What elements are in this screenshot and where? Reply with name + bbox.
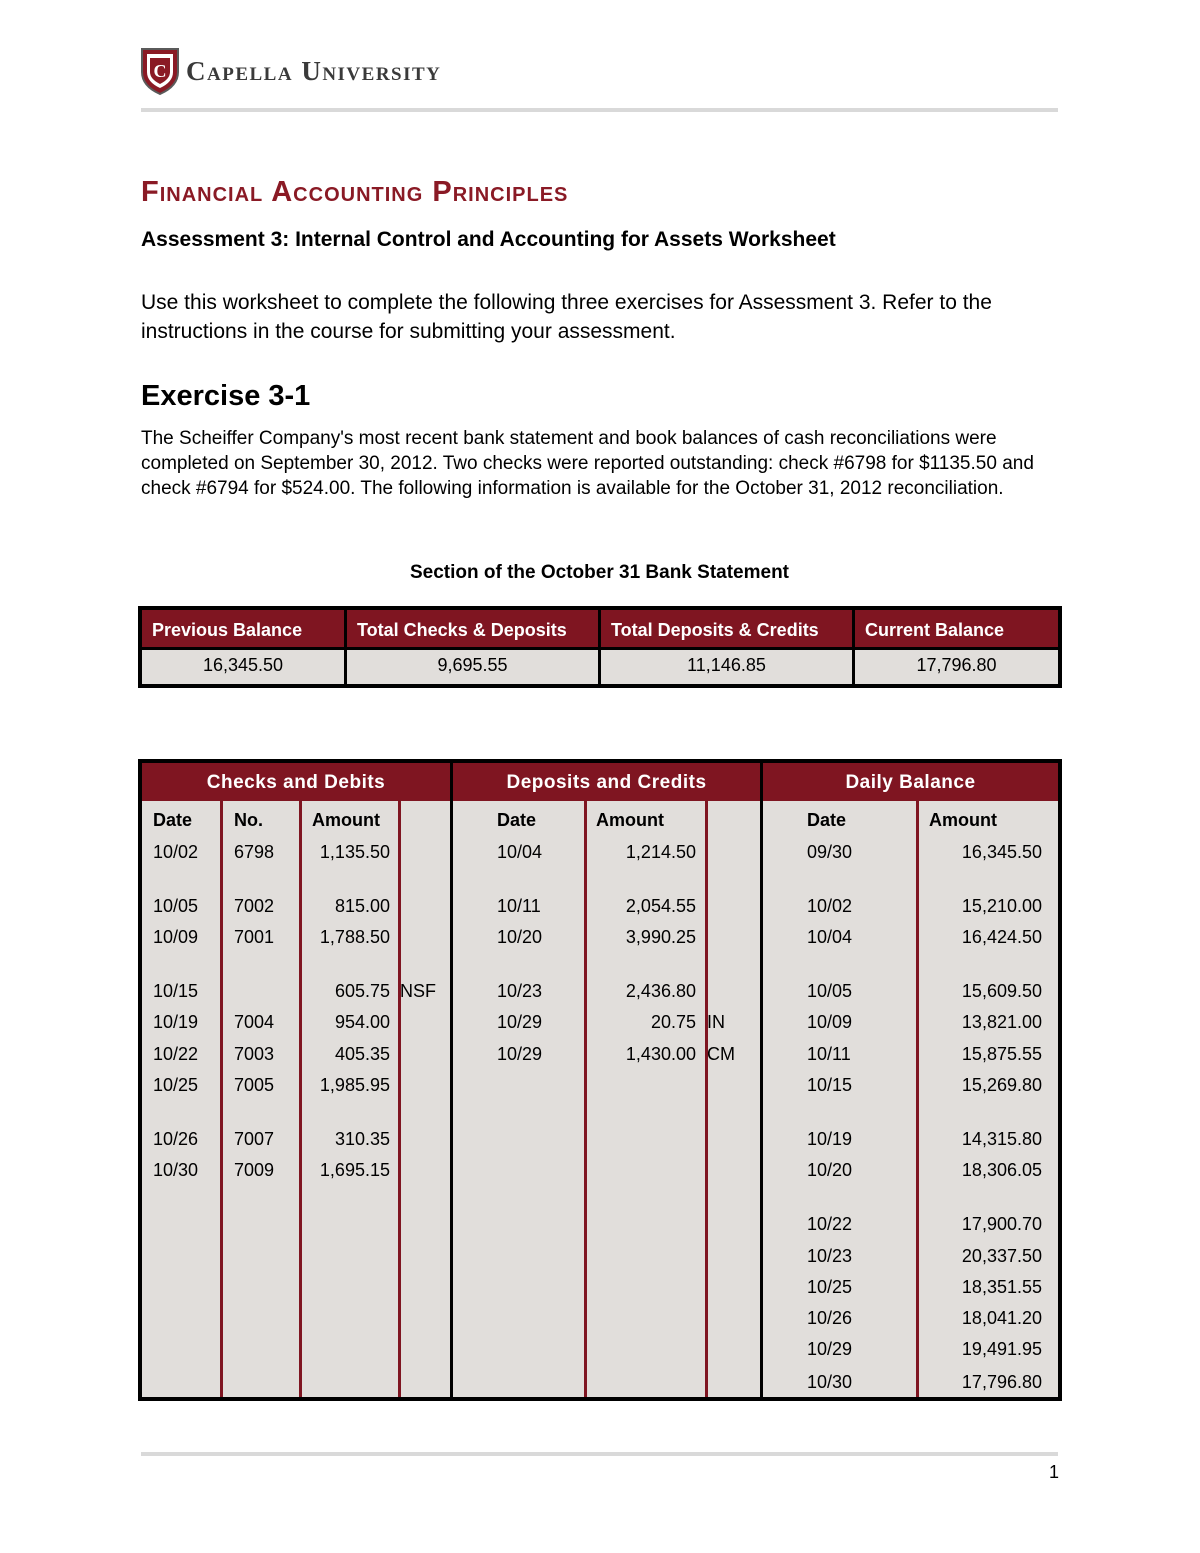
check-date: 10/19 — [153, 1012, 199, 1032]
deposit-date: 10/20 — [497, 927, 543, 947]
balance-header-date: Date — [807, 810, 847, 830]
check-number: 7003 — [234, 1044, 275, 1064]
deposit-amount: 1,430.00 — [625, 1044, 696, 1064]
check-date: 10/05 — [153, 896, 199, 916]
balance-amount: 15,210.00 — [961, 896, 1042, 916]
column-divider — [705, 801, 708, 1397]
summary-value-previous-balance: 16,345.50 — [142, 650, 344, 684]
check-date: 10/09 — [153, 927, 199, 947]
summary-table — [138, 606, 1062, 688]
check-amount: 405.35 — [334, 1044, 390, 1064]
exercise-heading: Exercise 3-1 — [141, 380, 311, 412]
balance-date: 10/23 — [807, 1246, 853, 1266]
footer-divider — [141, 1452, 1058, 1456]
check-date: 10/02 — [153, 842, 199, 862]
deposits-header-amount: Amount — [596, 810, 664, 830]
balance-date: 10/04 — [807, 927, 853, 947]
section-caption: Section of the October 31 Bank Statement — [409, 562, 790, 583]
column-divider — [220, 801, 223, 1397]
check-amount: 310.35 — [334, 1129, 390, 1149]
check-note: NSF — [400, 981, 436, 1001]
deposit-date: 10/23 — [497, 981, 543, 1001]
logo-wordmark: Capella University — [186, 55, 442, 86]
header-divider — [141, 108, 1058, 112]
balance-amount: 17,796.80 — [961, 1372, 1042, 1392]
balance-date: 10/09 — [807, 1012, 853, 1032]
balance-amount: 14,315.80 — [961, 1129, 1042, 1149]
balance-amount: 18,041.20 — [961, 1308, 1042, 1328]
balance-amount: 16,424.50 — [961, 927, 1042, 947]
balance-amount: 15,269.80 — [961, 1075, 1042, 1095]
check-date: 10/30 — [153, 1160, 199, 1180]
deposit-amount: 2,436.80 — [625, 981, 696, 1001]
page-number: 1 — [1049, 1462, 1060, 1482]
capella-shield-icon — [140, 46, 180, 96]
balance-date: 10/26 — [807, 1308, 853, 1328]
check-date: 10/22 — [153, 1044, 199, 1064]
balance-date: 10/19 — [807, 1129, 853, 1149]
group-header-checks: Checks and Debits — [142, 763, 450, 801]
deposit-date: 10/11 — [497, 896, 541, 916]
balance-date: 09/30 — [807, 842, 853, 862]
check-number: 7007 — [234, 1129, 275, 1149]
check-amount: 1,788.50 — [319, 927, 390, 947]
checks-header-amount: Amount — [312, 810, 380, 830]
deposit-amount: 20.75 — [650, 1012, 696, 1032]
summary-header-current-balance: Current Balance — [855, 610, 1058, 647]
group-divider — [450, 763, 453, 1397]
checks-header-date: Date — [153, 810, 193, 830]
intro-paragraph: Use this worksheet to complete the following three exercises for Assessment 3. Refer to the instructions in the course for submitting your assessment. — [141, 291, 992, 343]
balance-date: 10/29 — [807, 1339, 853, 1359]
summary-value-total-deposits: 11,146.85 — [601, 650, 852, 684]
balance-date: 10/20 — [807, 1160, 853, 1180]
summary-header-previous-balance: Previous Balance — [142, 610, 344, 647]
balance-amount: 18,306.05 — [961, 1160, 1042, 1180]
course-title: Financial Accounting Principles — [141, 176, 569, 208]
balance-amount: 13,821.00 — [961, 1012, 1042, 1032]
balance-amount: 15,609.50 — [961, 981, 1042, 1001]
summary-header-total-deposits: Total Deposits & Credits — [601, 610, 852, 647]
deposit-date: 10/29 — [497, 1012, 543, 1032]
balance-amount: 19,491.95 — [961, 1339, 1042, 1359]
balance-amount: 20,337.50 — [961, 1246, 1042, 1266]
column-divider — [398, 801, 401, 1397]
balance-amount: 18,351.55 — [961, 1277, 1042, 1297]
balance-date: 10/05 — [807, 981, 853, 1001]
check-amount: 1,695.15 — [319, 1160, 390, 1180]
deposit-note: IN — [707, 1012, 725, 1032]
check-amount: 954.00 — [334, 1012, 390, 1032]
check-amount: 815.00 — [334, 896, 390, 916]
column-divider — [916, 801, 919, 1397]
balance-date: 10/11 — [807, 1044, 851, 1064]
group-header-deposits: Deposits and Credits — [453, 763, 760, 801]
checks-header-no: No. — [234, 810, 263, 830]
check-amount: 1,985.95 — [319, 1075, 390, 1095]
check-number: 7002 — [234, 896, 275, 916]
check-number: 7009 — [234, 1160, 275, 1180]
deposit-amount: 1,214.50 — [625, 842, 696, 862]
check-date: 10/15 — [153, 981, 199, 1001]
check-date: 10/25 — [153, 1075, 199, 1095]
transactions-table — [138, 759, 1062, 1401]
summary-value-current-balance: 17,796.80 — [855, 650, 1058, 684]
check-number: 7001 — [234, 927, 275, 947]
column-divider — [584, 801, 587, 1397]
balance-header-amount: Amount — [929, 810, 997, 830]
deposit-date: 10/04 — [497, 842, 543, 862]
balance-amount: 15,875.55 — [961, 1044, 1042, 1064]
check-number: 6798 — [234, 842, 275, 862]
balance-amount: 16,345.50 — [961, 842, 1042, 862]
balance-date: 10/02 — [807, 896, 853, 916]
column-divider — [299, 801, 302, 1397]
deposit-amount: 2,054.55 — [625, 896, 696, 916]
balance-date: 10/30 — [807, 1372, 853, 1392]
balance-date: 10/22 — [807, 1214, 853, 1234]
balance-date: 10/25 — [807, 1277, 853, 1297]
summary-value-total-checks: 9,695.55 — [347, 650, 598, 684]
svg-text:C: C — [153, 61, 167, 81]
deposit-amount: 3,990.25 — [625, 927, 696, 947]
exercise-description: The Scheiffer Company's most recent bank statement and book balances of cash reconciliations were completed on September 30, 2012. Two checks were reported outstanding: check #6798 for $1135.50 and check #6794 for $524.00. The following information is available for the October 31, 2012 reconciliation. — [141, 428, 1034, 499]
summary-header-total-checks: Total Checks & Deposits — [347, 610, 598, 647]
assessment-subtitle: Assessment 3: Internal Control and Accounting for Assets Worksheet — [141, 228, 836, 251]
check-amount: 1,135.50 — [319, 842, 390, 862]
check-date: 10/26 — [153, 1129, 199, 1149]
group-divider — [760, 763, 763, 1397]
check-amount: 605.75 — [334, 981, 390, 1001]
group-header-balance: Daily Balance — [763, 763, 1058, 801]
balance-date: 10/15 — [807, 1075, 853, 1095]
check-number: 7005 — [234, 1075, 275, 1095]
capella-logo — [140, 46, 441, 96]
deposit-date: 10/29 — [497, 1044, 543, 1064]
check-number: 7004 — [234, 1012, 275, 1032]
deposit-note: CM — [707, 1044, 735, 1064]
deposits-header-date: Date — [497, 810, 537, 830]
balance-amount: 17,900.70 — [961, 1214, 1042, 1234]
